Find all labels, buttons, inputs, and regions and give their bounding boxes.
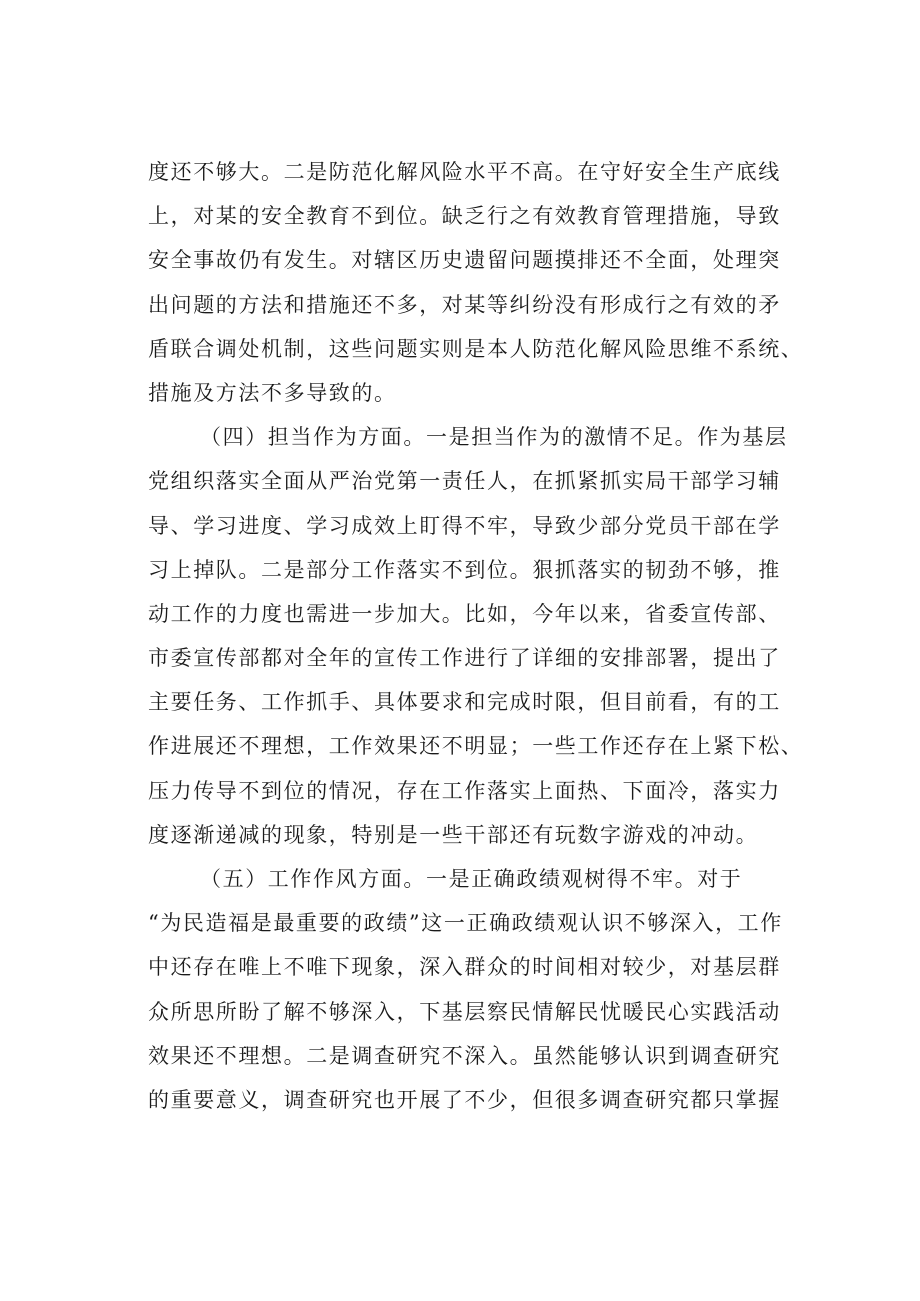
text-line: 习上掉队。二是部分工作落实不到位。狠抓落实的韧劲不够，推 bbox=[148, 557, 781, 582]
section-heading-line: （四）担当作为方面。一是担当作为的激情不足。作为基层 bbox=[200, 425, 788, 450]
document-body bbox=[148, 150, 808, 1122]
text-line: 党组织落实全面从严治党第一责任人，在抓紧抓实局干部学习辅 bbox=[148, 469, 781, 494]
text-line: 压力传导不到位的情况，存在工作落实上面热、下面冷，落实力 bbox=[148, 778, 781, 803]
text-line: “为民造福是最重要的政绩”这一正确政绩观认识不够深入，工作 bbox=[148, 911, 783, 936]
section-heading-line: （五）工作作风方面。一是正确政绩观树得不牢。对于 bbox=[200, 867, 743, 891]
text-line: 动工作的力度也需进一步加大。比如，今年以来，省委宣传部、 bbox=[148, 601, 781, 626]
text-line: 中还存在唯上不唯下现象，深入群众的时间相对较少，对基层群 bbox=[148, 955, 781, 980]
text-line: 导、学习进度、学习成效上盯得不牢，导致少部分党员干部在学 bbox=[148, 513, 781, 538]
text-line: 主要任务、工作抓手、具体要求和完成时限，但目前看，有的工 bbox=[148, 690, 781, 715]
text-line: 安全事故仍有发生。对辖区历史遗留问题摸排还不全面，处理突 bbox=[148, 248, 781, 273]
text-line: 效果还不理想。二是调查研究不深入。虽然能够认识到调查研究 bbox=[148, 1043, 781, 1068]
text-line: 市委宣传部都对全年的宣传工作进行了详细的安排部署，提出了 bbox=[148, 646, 781, 671]
text-line: 措施及方法不多导致的。 bbox=[148, 380, 397, 405]
text-line: 度逐渐递减的现象，特别是一些干部还有玩数字游戏的冲动。 bbox=[148, 822, 759, 847]
text-line: 上，对某的安全教育不到位。缺乏行之有效教育管理措施，导致 bbox=[148, 204, 781, 229]
text-line: 度还不够大。二是防范化解风险水平不高。在守好安全生产底线 bbox=[148, 160, 781, 184]
text-line: 众所思所盼了解不够深入，下基层察民情解民忧暖民心实践活动 bbox=[148, 999, 781, 1024]
text-line: 出问题的方法和措施还不多，对某等纠纷没有形成行之有效的矛 bbox=[148, 292, 781, 317]
text-line: 作进展还不理想，工作效果还不明显；一些工作还存在上紧下松、 bbox=[148, 734, 804, 759]
text-line: 盾联合调处机制，这些问题实则是本人防范化解风险思维不系统、 bbox=[148, 336, 804, 361]
text-line: 的重要意义，调查研究也开展了不少，但很多调查研究都只掌握 bbox=[148, 1087, 781, 1112]
